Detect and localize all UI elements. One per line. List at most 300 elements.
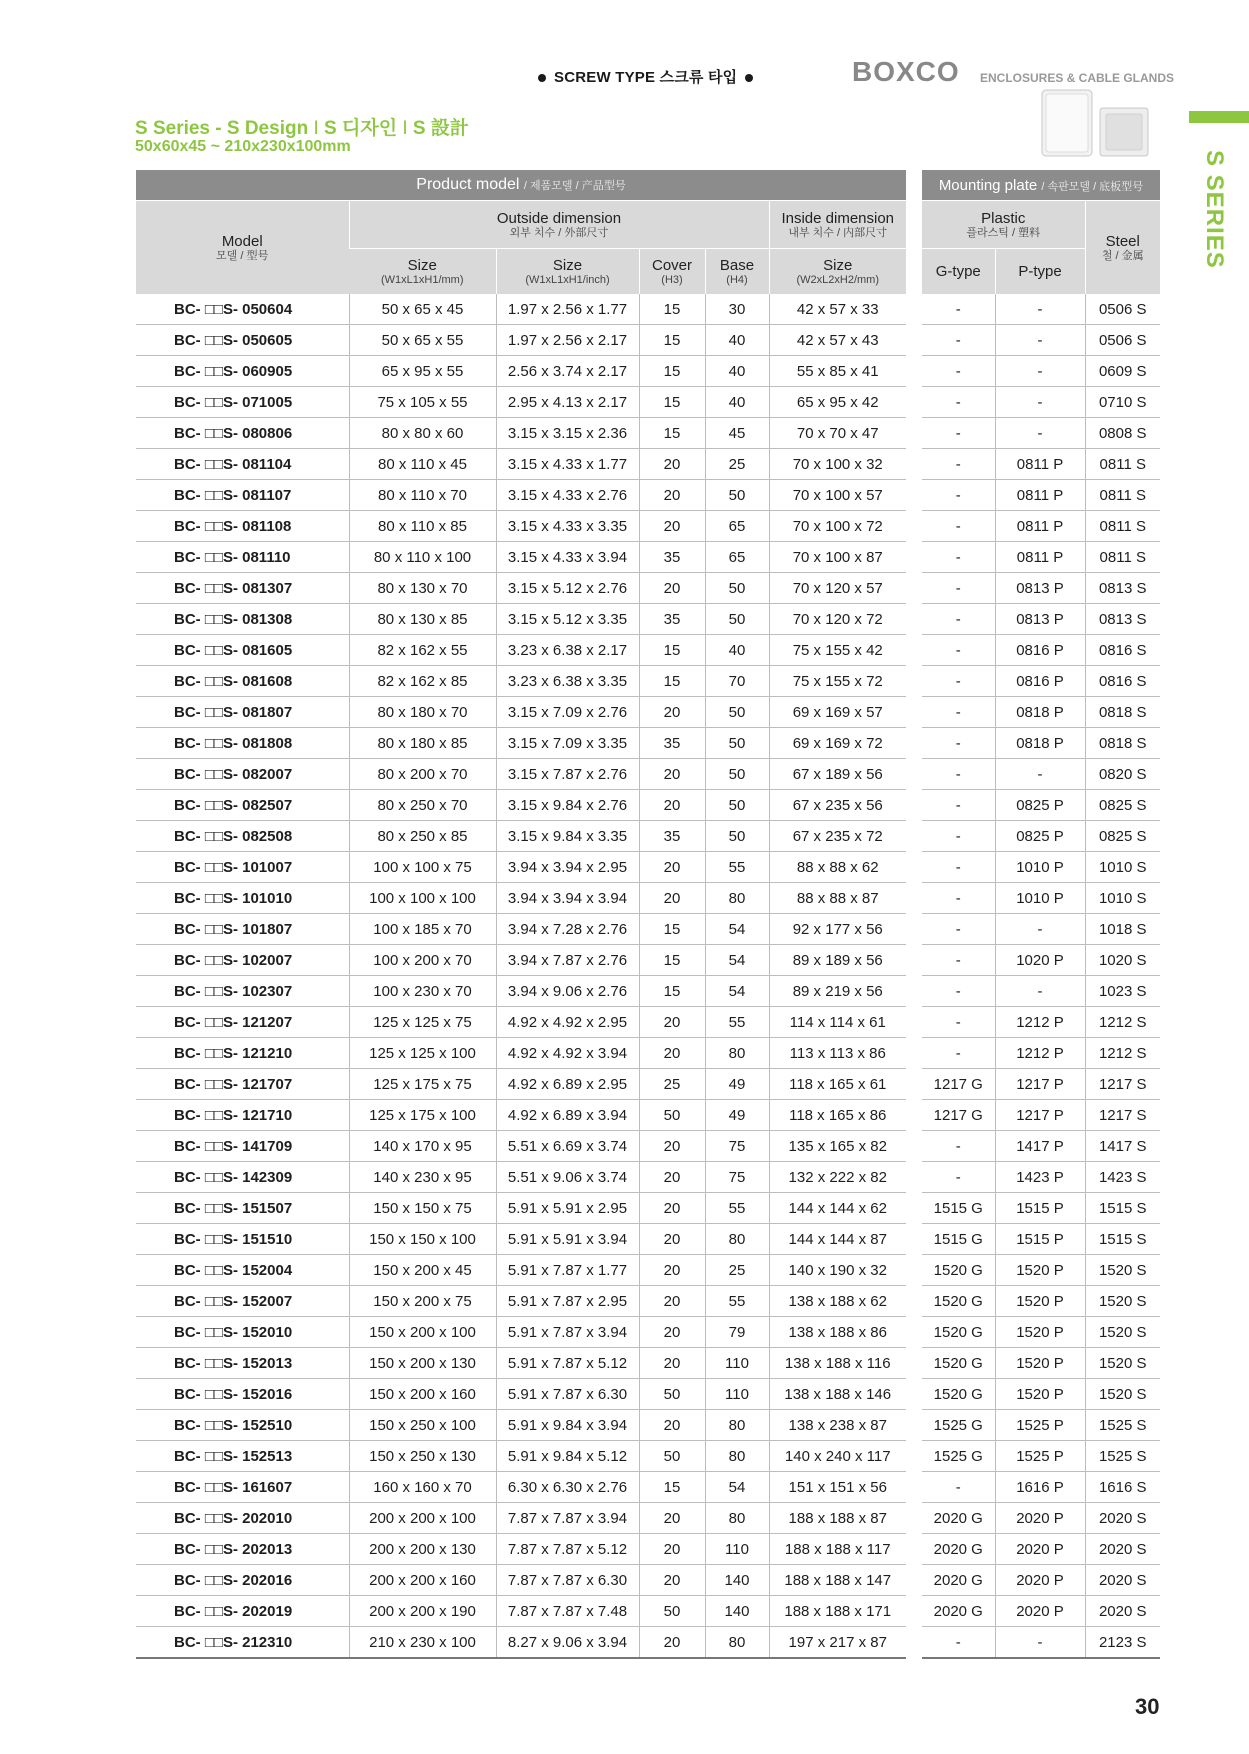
size-inch-cell: 5.91 x 7.87 x 1.77 — [496, 1255, 639, 1286]
base-cell: 80 — [705, 1410, 769, 1441]
table-row — [136, 1441, 906, 1472]
g-type-cell: - — [922, 852, 995, 883]
g-type-cell: - — [922, 294, 995, 325]
steel-cell: 1217 S — [1085, 1069, 1160, 1100]
base-cell: 80 — [705, 1627, 769, 1659]
table-row — [136, 1627, 906, 1659]
table-row — [136, 1069, 906, 1100]
p-type-cell: 1515 P — [995, 1224, 1085, 1255]
table-row — [922, 1162, 1160, 1193]
steel-cell: 1525 S — [1085, 1410, 1160, 1441]
cover-cell: 20 — [639, 1317, 705, 1348]
table-row — [922, 976, 1160, 1007]
cover-cell: 50 — [639, 1379, 705, 1410]
steel-cell: 1520 S — [1085, 1286, 1160, 1317]
table-row — [136, 635, 906, 666]
cover-cell: 20 — [639, 1503, 705, 1534]
size-mm-cell: 80 x 80 x 60 — [349, 418, 496, 449]
p-type-cell: 0811 P — [995, 449, 1085, 480]
base-cell: 75 — [705, 1162, 769, 1193]
size-mm-cell: 50 x 65 x 55 — [349, 325, 496, 356]
inside-size-cell: 42 x 57 x 33 — [769, 294, 906, 325]
base-cell: 50 — [705, 728, 769, 759]
base-cell: 79 — [705, 1317, 769, 1348]
model-cell: BC- □□S- 081807 — [136, 697, 349, 728]
steel-cell: 1515 S — [1085, 1224, 1160, 1255]
section-accent-bar — [1189, 111, 1249, 123]
cover-cell: 15 — [639, 325, 705, 356]
steel-cell: 1520 S — [1085, 1255, 1160, 1286]
g-type-cell: - — [922, 790, 995, 821]
model-cell: BC- □□S- 082508 — [136, 821, 349, 852]
steel-cell: 1515 S — [1085, 1193, 1160, 1224]
model-cell: BC- □□S- 102007 — [136, 945, 349, 976]
model-cell: BC- □□S- 082007 — [136, 759, 349, 790]
size-mm-cell: 80 x 250 x 70 — [349, 790, 496, 821]
inside-size-cell: 70 x 70 x 47 — [769, 418, 906, 449]
steel-cell: 1417 S — [1085, 1131, 1160, 1162]
size-mm-cell: 80 x 180 x 70 — [349, 697, 496, 728]
size-inch-cell: 3.94 x 9.06 x 2.76 — [496, 976, 639, 1007]
cover-cell: 20 — [639, 511, 705, 542]
size-inch-cell: 3.15 x 7.09 x 2.76 — [496, 697, 639, 728]
steel-cell: 0506 S — [1085, 325, 1160, 356]
base-header: Base (H4) — [705, 249, 769, 295]
table-row — [922, 666, 1160, 697]
page-title: S Series - S Design I S 디자인 I S 設計 — [135, 118, 469, 139]
table-row — [922, 418, 1160, 449]
model-cell: BC- □□S- 151507 — [136, 1193, 349, 1224]
inside-size-cell: 135 x 165 x 82 — [769, 1131, 906, 1162]
g-type-cell: - — [922, 325, 995, 356]
size-inch-cell: 5.91 x 7.87 x 6.30 — [496, 1379, 639, 1410]
size-mm-cell: 75 x 105 x 55 — [349, 387, 496, 418]
steel-cell: 0825 S — [1085, 821, 1160, 852]
steel-cell: 2123 S — [1085, 1627, 1160, 1659]
table-row — [136, 1007, 906, 1038]
cover-cell: 20 — [639, 1162, 705, 1193]
g-type-cell: - — [922, 573, 995, 604]
cover-cell: 15 — [639, 387, 705, 418]
cover-cell: 20 — [639, 1255, 705, 1286]
table-row — [922, 387, 1160, 418]
size-mm-cell: 150 x 200 x 130 — [349, 1348, 496, 1379]
inside-size-cell: 70 x 100 x 32 — [769, 449, 906, 480]
table-row — [922, 1627, 1160, 1659]
table-row — [136, 1410, 906, 1441]
base-cell: 70 — [705, 666, 769, 697]
model-cell: BC- □□S- 081808 — [136, 728, 349, 759]
title-main: S Series - S Design — [135, 118, 309, 139]
table-row — [922, 1193, 1160, 1224]
base-cell: 40 — [705, 387, 769, 418]
size-mm-cell: 140 x 170 x 95 — [349, 1131, 496, 1162]
model-cell: BC- □□S- 101007 — [136, 852, 349, 883]
size-inch-cell: 5.91 x 5.91 x 2.95 — [496, 1193, 639, 1224]
base-cell: 50 — [705, 604, 769, 635]
size-mm-cell: 100 x 230 x 70 — [349, 976, 496, 1007]
p-type-cell: 2020 P — [995, 1596, 1085, 1627]
size-mm-cell: 82 x 162 x 55 — [349, 635, 496, 666]
table-row — [922, 449, 1160, 480]
cover-cell: 20 — [639, 1410, 705, 1441]
steel-cell: 1520 S — [1085, 1348, 1160, 1379]
p-type-cell: 2020 P — [995, 1565, 1085, 1596]
p-type-cell: 1217 P — [995, 1069, 1085, 1100]
model-cell: BC- □□S- 081108 — [136, 511, 349, 542]
p-type-cell: 1515 P — [995, 1193, 1085, 1224]
g-type-cell: 2020 G — [922, 1503, 995, 1534]
cover-cell: 15 — [639, 1472, 705, 1503]
base-cell: 65 — [705, 511, 769, 542]
model-cell: BC- □□S- 212310 — [136, 1627, 349, 1659]
p-type-cell: - — [995, 294, 1085, 325]
size-mm-cell: 150 x 250 x 100 — [349, 1410, 496, 1441]
p-type-cell: 2020 P — [995, 1503, 1085, 1534]
table-row — [922, 852, 1160, 883]
inside-size-cell: 70 x 100 x 57 — [769, 480, 906, 511]
base-cell: 110 — [705, 1379, 769, 1410]
steel-cell: 2020 S — [1085, 1596, 1160, 1627]
table-row — [136, 1162, 906, 1193]
inside-size-cell: 118 x 165 x 61 — [769, 1069, 906, 1100]
size-inch-cell: 4.92 x 6.89 x 3.94 — [496, 1100, 639, 1131]
base-cell: 40 — [705, 325, 769, 356]
cover-cell: 20 — [639, 1348, 705, 1379]
size-inch-cell: 4.92 x 6.89 x 2.95 — [496, 1069, 639, 1100]
cover-cell: 35 — [639, 728, 705, 759]
base-cell: 65 — [705, 542, 769, 573]
table-row — [922, 759, 1160, 790]
base-cell: 54 — [705, 914, 769, 945]
base-cell: 50 — [705, 759, 769, 790]
size-mm-cell: 125 x 175 x 75 — [349, 1069, 496, 1100]
p-type-cell: 0811 P — [995, 542, 1085, 573]
inside-size-cell: 75 x 155 x 72 — [769, 666, 906, 697]
size-inch-cell: 3.23 x 6.38 x 3.35 — [496, 666, 639, 697]
size-inch-cell: 3.15 x 4.33 x 3.94 — [496, 542, 639, 573]
table-row — [136, 728, 906, 759]
model-cell: BC- □□S- 121207 — [136, 1007, 349, 1038]
g-type-cell: - — [922, 883, 995, 914]
p-type-cell: 0813 P — [995, 573, 1085, 604]
table-row — [922, 1596, 1160, 1627]
table-row — [922, 573, 1160, 604]
p-type-cell: - — [995, 759, 1085, 790]
inside-size-cell: 69 x 169 x 57 — [769, 697, 906, 728]
title-cn: S 設計 — [412, 118, 469, 139]
table-row — [136, 1317, 906, 1348]
table-row — [922, 790, 1160, 821]
g-type-cell: - — [922, 1038, 995, 1069]
cover-cell: 20 — [639, 1627, 705, 1659]
size-mm-cell: 50 x 65 x 45 — [349, 294, 496, 325]
p-type-cell: - — [995, 387, 1085, 418]
inside-size-cell: 197 x 217 x 87 — [769, 1627, 906, 1659]
bullet-icon — [538, 74, 546, 82]
model-cell: BC- □□S- 102307 — [136, 976, 349, 1007]
size-mm-cell: 200 x 200 x 190 — [349, 1596, 496, 1627]
inside-size-cell: 88 x 88 x 87 — [769, 883, 906, 914]
cover-cell: 15 — [639, 914, 705, 945]
size-mm-cell: 80 x 130 x 85 — [349, 604, 496, 635]
model-cell: BC- □□S- 082507 — [136, 790, 349, 821]
model-cell: BC- □□S- 152016 — [136, 1379, 349, 1410]
size-inch-cell: 5.91 x 9.84 x 5.12 — [496, 1441, 639, 1472]
table-row — [922, 1100, 1160, 1131]
base-cell: 80 — [705, 1441, 769, 1472]
inside-size-cell: 138 x 188 x 116 — [769, 1348, 906, 1379]
p-type-cell: 0811 P — [995, 480, 1085, 511]
bullet-icon — [745, 74, 753, 82]
steel-cell: 1423 S — [1085, 1162, 1160, 1193]
size-inch-cell: 4.92 x 4.92 x 2.95 — [496, 1007, 639, 1038]
g-type-cell: 1515 G — [922, 1193, 995, 1224]
model-cell: BC- □□S- 081307 — [136, 573, 349, 604]
size-inch-cell: 3.15 x 4.33 x 3.35 — [496, 511, 639, 542]
table-row — [136, 1596, 906, 1627]
size-inch-cell: 3.94 x 7.28 x 2.76 — [496, 914, 639, 945]
p-type-cell: 1520 P — [995, 1317, 1085, 1348]
cover-cell: 20 — [639, 1286, 705, 1317]
model-header: Model 모델 / 型号 — [136, 201, 349, 295]
model-cell: BC- □□S- 202013 — [136, 1534, 349, 1565]
g-type-header: G-type — [922, 249, 995, 295]
table-row — [136, 821, 906, 852]
cover-cell: 20 — [639, 1534, 705, 1565]
model-cell: BC- □□S- 152004 — [136, 1255, 349, 1286]
steel-cell: 0813 S — [1085, 604, 1160, 635]
table-row — [922, 1565, 1160, 1596]
p-type-cell: 1520 P — [995, 1379, 1085, 1410]
g-type-cell: - — [922, 1131, 995, 1162]
p-type-header: P-type — [995, 249, 1085, 295]
p-type-cell: 0818 P — [995, 728, 1085, 759]
inside-size-cell: 138 x 238 x 87 — [769, 1410, 906, 1441]
base-cell: 50 — [705, 697, 769, 728]
table-row — [922, 1317, 1160, 1348]
steel-cell: 0506 S — [1085, 294, 1160, 325]
inside-size-cell: 67 x 235 x 56 — [769, 790, 906, 821]
cover-cell: 20 — [639, 1038, 705, 1069]
model-cell: BC- □□S- 202019 — [136, 1596, 349, 1627]
g-type-cell: - — [922, 1162, 995, 1193]
steel-cell: 1018 S — [1085, 914, 1160, 945]
steel-cell: 0811 S — [1085, 480, 1160, 511]
table-row — [922, 1286, 1160, 1317]
size-inch-cell: 3.15 x 3.15 x 2.36 — [496, 418, 639, 449]
size-inch-cell: 3.94 x 7.87 x 2.76 — [496, 945, 639, 976]
base-cell: 110 — [705, 1348, 769, 1379]
table-row — [136, 1193, 906, 1224]
cover-cell: 15 — [639, 666, 705, 697]
mounting-plate-header: Mounting plate / 속판모델 / 底板型号 — [922, 170, 1160, 201]
inside-size-cell: 70 x 120 x 57 — [769, 573, 906, 604]
p-type-cell: - — [995, 1627, 1085, 1659]
base-cell: 54 — [705, 945, 769, 976]
p-type-cell: 0813 P — [995, 604, 1085, 635]
table-row — [136, 387, 906, 418]
p-type-cell: 1010 P — [995, 883, 1085, 914]
size-mm-cell: 100 x 200 x 70 — [349, 945, 496, 976]
inside-size-cell: 65 x 95 x 42 — [769, 387, 906, 418]
model-cell: BC- □□S- 202016 — [136, 1565, 349, 1596]
cover-cell: 35 — [639, 604, 705, 635]
p-type-cell: - — [995, 976, 1085, 1007]
inside-size-cell: 140 x 240 x 117 — [769, 1441, 906, 1472]
cover-cell: 35 — [639, 821, 705, 852]
g-type-cell: 1520 G — [922, 1379, 995, 1410]
g-type-cell: 1515 G — [922, 1224, 995, 1255]
inside-size-cell: 138 x 188 x 146 — [769, 1379, 906, 1410]
table-row — [136, 1224, 906, 1255]
inside-size-cell: 188 x 188 x 117 — [769, 1534, 906, 1565]
size-inch-cell: 2.56 x 3.74 x 2.17 — [496, 356, 639, 387]
title-ko: S 디자인 — [324, 118, 398, 139]
size-mm-cell: 65 x 95 x 55 — [349, 356, 496, 387]
size-mm-header: Size (W1xL1xH1/mm) — [349, 249, 496, 295]
cover-cell: 20 — [639, 790, 705, 821]
table-row — [922, 604, 1160, 635]
base-cell: 55 — [705, 852, 769, 883]
steel-cell: 0811 S — [1085, 542, 1160, 573]
model-cell: BC- □□S- 141709 — [136, 1131, 349, 1162]
g-type-cell: - — [922, 976, 995, 1007]
screw-type-label: SCREW TYPE 스크류 타입 — [554, 69, 738, 86]
size-mm-cell: 150 x 250 x 130 — [349, 1441, 496, 1472]
g-type-cell: - — [922, 1007, 995, 1038]
steel-cell: 1212 S — [1085, 1007, 1160, 1038]
base-cell: 45 — [705, 418, 769, 449]
table-row — [136, 1255, 906, 1286]
size-mm-cell: 160 x 160 x 70 — [349, 1472, 496, 1503]
g-type-cell: - — [922, 1472, 995, 1503]
size-mm-cell: 80 x 250 x 85 — [349, 821, 496, 852]
inside-size-cell: 144 x 144 x 62 — [769, 1193, 906, 1224]
size-mm-cell: 80 x 200 x 70 — [349, 759, 496, 790]
size-mm-cell: 150 x 200 x 100 — [349, 1317, 496, 1348]
model-cell: BC- □□S- 161607 — [136, 1472, 349, 1503]
base-cell: 55 — [705, 1193, 769, 1224]
g-type-cell: - — [922, 945, 995, 976]
size-inch-cell: 7.87 x 7.87 x 5.12 — [496, 1534, 639, 1565]
model-cell: BC- □□S- 152513 — [136, 1441, 349, 1472]
size-inch-cell: 1.97 x 2.56 x 2.17 — [496, 325, 639, 356]
table-row — [136, 914, 906, 945]
size-inch-cell: 3.15 x 5.12 x 2.76 — [496, 573, 639, 604]
size-inch-cell: 3.94 x 3.94 x 2.95 — [496, 852, 639, 883]
model-cell: BC- □□S- 152010 — [136, 1317, 349, 1348]
size-inch-cell: 4.92 x 4.92 x 3.94 — [496, 1038, 639, 1069]
outside-dimension-header: Outside dimension 외부 치수 / 外部尺寸 — [349, 201, 769, 249]
base-cell: 40 — [705, 635, 769, 666]
steel-cell: 1020 S — [1085, 945, 1160, 976]
g-type-cell: 1525 G — [922, 1441, 995, 1472]
p-type-cell: 1525 P — [995, 1410, 1085, 1441]
steel-cell: 2020 S — [1085, 1503, 1160, 1534]
inside-size-cell: 118 x 165 x 86 — [769, 1100, 906, 1131]
p-type-cell: - — [995, 418, 1085, 449]
table-row — [136, 356, 906, 387]
inside-size-cell: 144 x 144 x 87 — [769, 1224, 906, 1255]
steel-cell: 0808 S — [1085, 418, 1160, 449]
cover-cell: 15 — [639, 356, 705, 387]
table-row — [136, 945, 906, 976]
inside-size-cell: 89 x 189 x 56 — [769, 945, 906, 976]
cover-cell: 15 — [639, 635, 705, 666]
size-inch-cell: 8.27 x 9.06 x 3.94 — [496, 1627, 639, 1659]
p-type-cell: 1212 P — [995, 1038, 1085, 1069]
p-type-cell: 0816 P — [995, 666, 1085, 697]
model-cell: BC- □□S- 121707 — [136, 1069, 349, 1100]
table-row — [922, 1534, 1160, 1565]
size-inch-cell: 5.91 x 9.84 x 3.94 — [496, 1410, 639, 1441]
cover-cell: 25 — [639, 1069, 705, 1100]
size-mm-cell: 80 x 110 x 45 — [349, 449, 496, 480]
g-type-cell: - — [922, 387, 995, 418]
table-row — [136, 1503, 906, 1534]
size-inch-cell: 5.91 x 7.87 x 5.12 — [496, 1348, 639, 1379]
table-row — [922, 914, 1160, 945]
table-row — [922, 1069, 1160, 1100]
size-inch-header: Size (W1xL1xH1/inch) — [496, 249, 639, 295]
cover-cell: 20 — [639, 1565, 705, 1596]
g-type-cell: 1217 G — [922, 1100, 995, 1131]
steel-cell: 0813 S — [1085, 573, 1160, 604]
inside-size-cell: 188 x 188 x 171 — [769, 1596, 906, 1627]
g-type-cell: - — [922, 914, 995, 945]
steel-cell: 0818 S — [1085, 697, 1160, 728]
p-type-cell: 1010 P — [995, 852, 1085, 883]
screw-type-heading — [530, 66, 770, 87]
table-row — [922, 1503, 1160, 1534]
p-type-cell: - — [995, 325, 1085, 356]
base-cell: 80 — [705, 1503, 769, 1534]
size-inch-cell: 7.87 x 7.87 x 6.30 — [496, 1565, 639, 1596]
steel-cell: 0811 S — [1085, 449, 1160, 480]
model-cell: BC- □□S- 060905 — [136, 356, 349, 387]
size-mm-cell: 80 x 110 x 100 — [349, 542, 496, 573]
steel-cell: 1525 S — [1085, 1441, 1160, 1472]
g-type-cell: 2020 G — [922, 1534, 995, 1565]
model-cell: BC- □□S- 121210 — [136, 1038, 349, 1069]
base-cell: 54 — [705, 1472, 769, 1503]
size-mm-cell: 150 x 200 x 75 — [349, 1286, 496, 1317]
cover-cell: 35 — [639, 542, 705, 573]
p-type-cell: 0818 P — [995, 697, 1085, 728]
model-cell: BC- □□S- 152007 — [136, 1286, 349, 1317]
product-model-header: Product model / 제품모델 / 产品型号 — [136, 170, 906, 201]
base-cell: 25 — [705, 1255, 769, 1286]
cover-cell: 20 — [639, 1131, 705, 1162]
table-row — [922, 294, 1160, 325]
g-type-cell: - — [922, 418, 995, 449]
size-inch-cell: 3.15 x 5.12 x 3.35 — [496, 604, 639, 635]
inside-size-cell: 70 x 120 x 72 — [769, 604, 906, 635]
base-cell: 110 — [705, 1534, 769, 1565]
table-row — [922, 635, 1160, 666]
inside-size-cell: 88 x 88 x 62 — [769, 852, 906, 883]
table-row — [136, 1100, 906, 1131]
size-mm-cell: 200 x 200 x 100 — [349, 1503, 496, 1534]
table-row — [922, 1472, 1160, 1503]
base-cell: 50 — [705, 821, 769, 852]
steel-cell: 0816 S — [1085, 635, 1160, 666]
model-cell: BC- □□S- 142309 — [136, 1162, 349, 1193]
p-type-cell: 1520 P — [995, 1255, 1085, 1286]
table-row — [922, 1131, 1160, 1162]
steel-header: Steel 철 / 金属 — [1085, 201, 1160, 295]
